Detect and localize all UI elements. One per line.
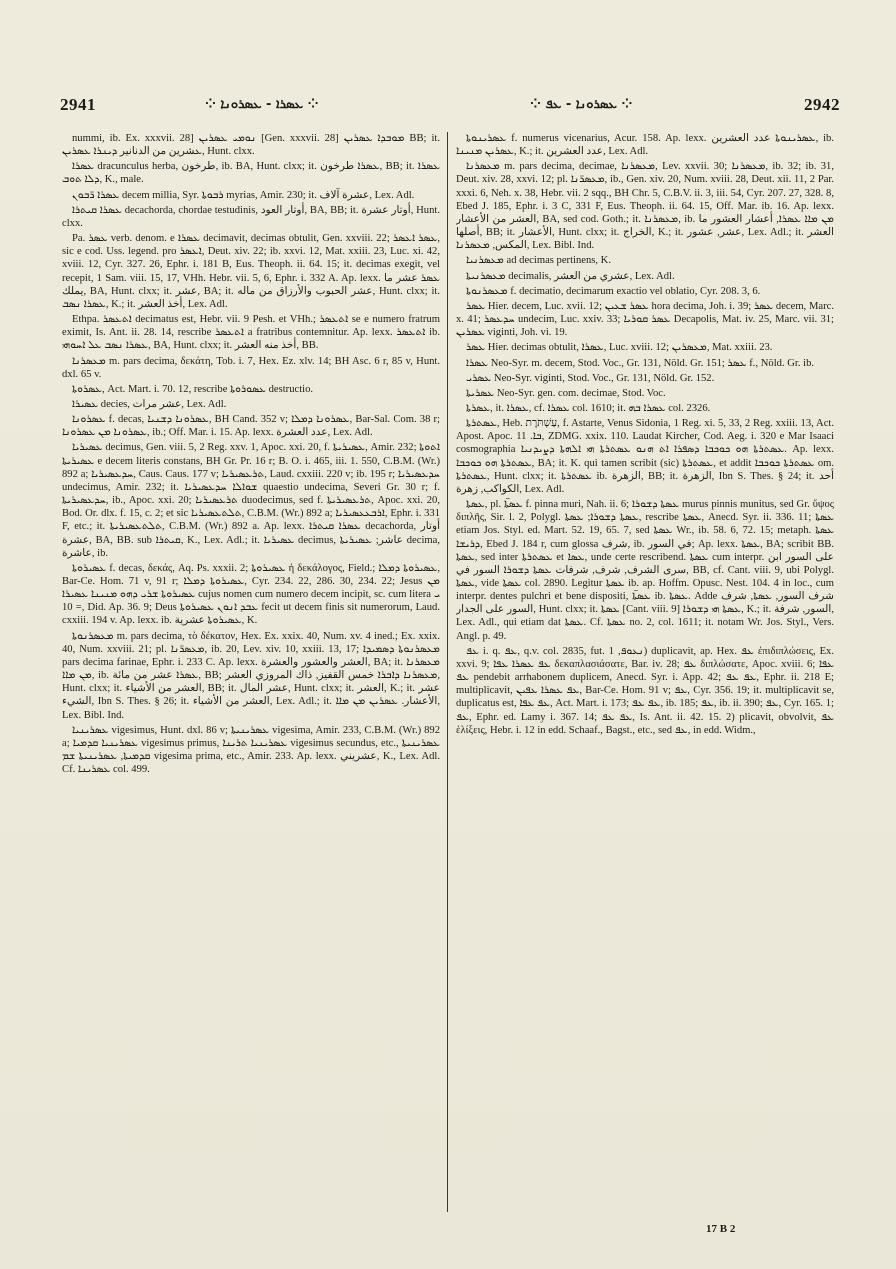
dictionary-entry: nummi, ib. Ex. xxxvii. 28] ܢܘܡܝ ܥܣܪܝܢ [Gen. xxxvii. 28] ܡܘܒܕܐ ܥܣܪܝܢ BB; it. ܥشرين من الدنانير ܕܝܢܪܐ ܥܣܪܝܢ, Hunt. clxx. xyxy=(62,133,440,158)
dictionary-entry: ܥܣܪܬܐ, it. ܥܣܪܐ, cf. ܥܣܪܐ col. 1610; it. ܥܣܪܐ ܒܗ col. 2326. xyxy=(466,402,711,414)
column-divider xyxy=(447,132,448,1212)
dictionary-entry: ܥܣܝܪܐ decies, عشر مرات, Lex. Adl. xyxy=(72,398,227,410)
dictionary-entry: ܡܥܣܪܢܘܬܐ f. decimatio, decimarum exactio vel oblatio, Cyr. 208. 3, 6. xyxy=(466,285,761,297)
right-running-head: ⁘ ܥܣܪܘܢܐ - ܥܦ ⁘ xyxy=(530,97,633,112)
left-running-head: ⁘ ܥܣܪܐ - ܥܣܪܘܢܐ ⁘ xyxy=(205,97,319,112)
right-page-number: 2942 xyxy=(804,95,840,114)
dictionary-entry: ܥܣܬܪܬܐ, Heb. עַשְׁתֹּרֶת, f. Astarte, Venus Sidonia, 1 Reg. xi. 5, 33, 2 Reg. xxiii. 13, Act. Apost. Apoc. ܒܐ. 11, ZDMG. xxix. 110. Laudat Kircher, Cod. Aeg. i. 320 e Mar Isaaci cosmographia ܥܣܬܪܬܐ ܗܘ ܟܘܟܒܐ ܕܣܦܪܐ ܐܬ ܗܢܘ ܥܣܬܪܬܐ ܗܝ ܐܠܗܬܐ ܕܨܝܕܢܝܐ. Ap. lexx. ܥܣܬܪܬܐ ܗܘ ܟܘܟܒܐ, BA; it. K. qui tamen scribit (sic) ܥܣܬܪܬܐ, et addit ܥܣܬܪܬܐ ܟܘܟܒܐ om. ܥܣܬܪܬܐ, Hunt. clxx; it. ܥܣܬܪܬܐ ib. الزهرة, BB; it. الزهرة, Ibn S. Thes. § 24; it. أحد الكواكب, زهرة, Lex. Adl. xyxy=(456,418,834,495)
left-column xyxy=(62,132,440,1217)
page-header xyxy=(60,95,840,117)
dictionary-entry: ܥܣܪ Hier. decimas obtulit, ܥܣܪܐ, Luc. xviii. 12; ܡܥܣܪܝܢ, Mat. xxiii. 23. xyxy=(466,342,773,354)
dictionary-entry: ܥܣܪܝܢܝܐ vigesimus, Hunt. dxl. 86 v; ܥܣܪܝܢܝܬܐ vigesima, Amir. 233, C.B.M. (Wr.) 892 a; ܥܣܪܝܢܝܐ ܩܕܡܝܐ vigesimus primus, ܥܣܪܝܢܝܐ ܬܪܝܢܐ vigesimus secundus, etc., ܥܣܪܝܢܝܬܐ ܩܕܡܝܬܐ, ܥܣܪܝܢܝܬܐ ܫܡ vigesima prima, etc., Amir. 233. Ap. lexx. عشريني, K., Lex. Adl. Cf. ܥܣܪܝܢܐ col. 499. xyxy=(62,724,440,776)
dictionary-entry: ܥܣܪܐ ܩܝܬܪܐ decachorda, chordae testudinis, أوتار العود, BA, BB; it. أوتار عشرة, Hunt. clxx. xyxy=(62,204,440,229)
dictionary-entry: ܥܣܝܪܝܐ decimus, Gen. viii. 5, 2 Reg. xxv. 1, Apoc. xxi. 20, f. ܥܣܝܪܝܬܐ, Amir. 232; ܐܬܘܬܐ ܥܣܝܪܝܬܐ e decem literis constans, BH Gr. Pr. 16 r; B. O. i. 465, iii. 1. 550, C.B.M. (Wr.) 892 a; ܚܕܥܣܝܪܝܐ, Caus. Caus. 177 v; ܬܪܥܣܝܪܝܐ, Laud. cxxiii. 220 v; ib. 195 r; ܚܕܥܣܝܪܝܐ undecimus, Amir. 232; it. ܫܘܐܠܐ ܚܕܥܣܝܪܝܐ quaestio undecima, Severi Gr. 30 r; f. ܚܕܥܣܝܪܝܬܐ, ib., Apoc. xxi. 20; ܬܪܥܣܝܪܝܐ duodecimus, sed f. ܬܪܥܣܝܪܝܬܐ, Apoc. xxi. 20, Bod. Or. dlx. f. 15, c. 2; et sic ܬܠܬܥܣܝܪܝܐ, C.B.M. (Wr.) 892 a; ܐܪܒܥܥܣܝܪܝܐ, Ephr. i. 331 F, etc.; it. ܬܠܬܥܣܝܪܝܬܐ, C.B.M. (Wr.) 892 a. Ap. lexx. ܥܣܪܐ ܩܝܬܪܐ decachorda, أوتار عشرة, BA, BB. sub ܩܝܬܪܐ, K., Lex. Adl.; it. ܥܣܝܪܝܐ decimus, عاشر; ܥܣܝܪܝܬܐ decima, عاشرة, ib. xyxy=(62,442,440,559)
dictionary-entry: ܡܥܣܪܢܝܬܐ decimalis, عشري من العشر, Lex. Adl. xyxy=(466,270,675,282)
signature-mark: 17 B 2 xyxy=(706,1223,736,1235)
dictionary-entry: ܡܥܣܪܢܐ m. pars decima, δεκάτη, Tob. i. 7, Hex. Ez. xlv. 14; BH Asc. 6 r, 85 v, Hunt. dxl. 65 v. xyxy=(62,355,440,380)
right-column xyxy=(456,132,834,1217)
dictionary-entry: ܥܣܬܐ, pl. ܥܣܬ̈ܐ f. pinna muri, Nah. ii. 6; ܥܣܬܐ ܕܫܘܪܐ murus pinnis munitus, sed Gr. ὕψος διπλῆς, Sir. l. 2, Polygl. ܥܣܬܐ ܕܫܘܪܐ; ܥܣܬܐ, rescribe ܥܣܬܐ, Anecd. Syr. ii. 336. 11; ܥܣܬܐ etiam Jos. Styl. ed. Mart. 52. 19, 65. 7, sed ܥܣܬܐ Wr., ib. 58. 6, 72. 15; metaph. ܥܣܬܐ ܕܪܝܫܐ, Ebed J. 184 r, cum glossa شرف, ib. في السور; Ap. lexx. ܥܣܬܐ, BA; scribit BB. ܥܣܬܐ, sed inter ܥܣܬܪܬܐ et ܥܣܐ, unde certe rescribend. ܥܣܬܐ cum interpr. على السور ابن سرى الشرف, شرف, شرفات ܥܣܬܐ ܕܫܘܪܐ السور في, BB, cf. Cant. viii. 9, ubi Polygl. ܥܣܬܐ, vide ܥܣܬܐ col. 2890. Legitur ܥܣܬܐ ib. ap. Hoffm. Opusc. Nest. 104. 4 in loc., cum interpr. dentes pulchri et bene dispositi, ܥܣܬ̈ܐ ib. ܥܣܬܐ. Adde شرف السور, ܥܣܬܐ, شرف السور على الجدار, Hunt. clxx; it. ܥܣܬܐ [Cant. viii. 9] ܥܣܬܐ ܗܝ ܕܫܘܪܐ, K.; it. السور, شرفة, Lex. Adl., qui etiam dat ܥܣܬܐ. Cf. ܥܣܬܐ no. 2, col. 1611; it. notam Wr. Jos. Styl., Vers. Angl. p. 49. xyxy=(456,499,834,642)
dictionary-entry: ܥܣܪܝܬܐ Neo-Syr. gen. com. decimae, Stod. Voc. xyxy=(466,387,666,399)
dictionary-entry: ܥܣܪܐ Neo-Syr. m. decem, Stod. Voc., Gr. 131, Nöld. Gr. 151; ܥܣܪ f., Nöld. Gr. ib. xyxy=(466,357,815,369)
dictionary-entry: ܥܣܪ Hier. decem, Luc. xvii. 12; ܥܣܪ ܫܥܝܢ hora decima, Joh. i. 39; ܥܣܪ decem, Marc. x. 41; ܚܕܥܣܪ undecim, Luc. xxiv. 33; ܥܣܪ ܩܘܪܝܐ Decapolis, Mat. iv. 25, Marc. vii. 31; ܥܣܪܝܢ viginti, Joh. vi. 19. xyxy=(456,300,834,339)
left-page-number: 2941 xyxy=(60,95,96,114)
dictionary-entry: ܡܥܣܪܢܘܬܐ m. pars decima, τὸ δέκατον, Hex. Ex. xxix. 40, Num. xv. 4 ined.; Ex. xxix. 40, Num. xxviii. 21; pl. ܡܥܣܪ̈ܢܐ, ib. 20, Lev. xiv. 10, xxiii. 13, 17; ܡܥܣܪܢܘܬܐ ܕܣܡܝܕܐ pars decima farinae, Ephr. i. 233 C. Ap. lexx. العشر والعشور والعشرة, BA; it. ܡܥܣܪܢܐ ܡܢ ܡܐܐ, ib. ܥܣܪܐ عشر من مائة, BB; ܡܥܣܪܢܐ ܕܐܒܪܐ خمس القفيز, ذاك المروزي العشر, Hunt. clxx; it. العشر من الأشياء, BB; it. عشر المال, Hunt. clxx; it. العشر, K.; it. عشر الشيء, Ibn S. Thes. § 26; it. العشر من الأشياء, Lex. Adl.; it. الأعشار. ܥܣܪܝܢ ܡܢ ܡܐܐ, Lex. Bibl. Ind. xyxy=(62,630,440,721)
dictionary-entry: ܡܥܣܪܢܐ m. pars decima, decimae, ܡܥܣܪܢܐ, Lev. xxvii. 30; ܡܥܣܪܢܐ, ib. 32; ib. 31, Deut. xiv. 28, xxvi. 12; pl. ܡܥܣܪ̈ܢܐ, ib., Gen. xiv. 20, Num. xviii. 28, Deut. xii. 11, 2 Par. xxxi. 6, Neh. x. 38, Hebr. vii. 2 sqq., BH Chr. 5, C.B.V. ii. 3, iii. 54, Cyr. 207. 27, 328. 8, Ebed J. 185, Ephr. i. 3 C, 331 F, Eus. Theoph. ii. 64. 15, Off. Mar. ib. 16. Ap. lexx. العشر من الأعشار, BA, sed cod. Goth.; it. ܡܥܣܪܢܐ, ib. ܡܢ ܡܐܐ ܥܣܪܐ, أعشار العشور ما أصلها, BB; it. الأعشار, Hunt. clxx; it. الخراج, K.; it. عشر, عشور, Lex. Adl.; it. العشر المكس, ܡܥܣܪܢܐ, Lex. Bibl. Ind. xyxy=(456,161,834,252)
dictionary-entry: Ethpa. ܐܬܥܣܪ decimatus est, Hebr. vii. 9 Pesh. et VHh.; ܐܬܥܣܪ se e numero fratrum eximit, Is. Ant. ii. 28. 14, rescribe ܐܬܥܣܪ a fratribus contemnitur. Ap. lexx. ܐܬܥܣܪ ib. ܥܣܪܐ ܢܣܒ ܥܠ ܐܚܘܗܝ, BA, Hunt. clxx; it. أخذ منه العشر, BB. xyxy=(62,314,440,352)
dictionary-entry: ܥܣܪܐ dracunculus herba, طرخون, ib. BA, Hunt. clxx; it. ܥܣܪܐ طرخون, BB; it. ܥܣܪܐ ܕܠܐ ܬܘܒ, K., male. xyxy=(62,161,440,186)
dictionary-entry: ܥܦ i. q. ܥܦ, q.v. col. 2835, fut. ܢܥܘܦ, 1) duplicavit, ap. Hex. ܥܦ ἐπιδιπλώσεις, Ex. xxvi. 9; ܥܦ ܥܣܪܐ ܥܦܐ δεκαπλασιάσατε, Bar. iv. 28; ܥܦ διπλώσατε, Apoc. xviii. 6; ܥܦܐ ܥܦ pendebit arrhabonem duplicem, Anecd. Syr. i. App. 42; ܥܦ ܥܦ, Ephr. ii. 218 E; multiplicavit, ܥܦ ܥܣܪܐ ܥܦܝܢ, Bar-Ce. Hom. 91 v; ܥܦ, Cyr. 356. 19; it. multiplicavit se, duplicatus est, ܥܦ ܥܦܐ, Act. Mart. i. 173; ܥܦ ܥܦ, ib. 185; ܥܦ, ib. ii. 390; ܥܦ, Cyr. 165. 1; ܥܦ, Ephr. ed. Lamy i. 367. 14; ܥܦ ܥܦ, Is. Ant. ii. 42. 15. 2) plicavit, obvolvit, ܥܦ ἑλίξεις, Hebr. i. 12 in edd. Schaaf., Bagst., etc., sed ܥܦ, in edd. Widm., xyxy=(456,645,834,736)
dictionary-entry: ܥܣܪܝ Neo-Syr. viginti, Stod. Voc., Gr. 131, Nöld. Gr. 152. xyxy=(466,372,715,384)
dictionary-entry: ܥܣܪܘܬܐ, Act. Mart. i. 70. 12, rescribe ܥܣܘܪܘܬܐ destructio. xyxy=(72,383,314,395)
dictionary-entry: ܡܥܣܪܢܝܐ ad decimas pertinens, K. xyxy=(466,255,611,267)
dictionary-entry: ܥܣܪܘܢܐ f. decas, ܥܣܪܘܢܐ ܕܫܢܝܐ, BH Cand. 352 v; ܥܣܪܘܢܐ ܕܡܠܐ, Bar-Sal. Com. 38 r; ܥܣܪܘܢܐ ܡܢ ܥܣܪܘܢܐ, ib.; Off. Mar. i. 15. Ap. lexx. عدد العشرة, Lex. Adl. xyxy=(62,414,440,439)
dictionary-entry: ܥܣܪܝܢܘܬܐ f. numerus vicenarius, Acur. 158. Ap. lexx. ܥܣܪܝܢܘܬܐ عدد العشرين, ib. ܥܣܪܝܢ ܡܢܝܢܐ, K.; it. عدد العشرين, Lex. Adl. xyxy=(456,133,834,158)
dictionary-entry: ܥܣܪܐ ܪ̈ܒܘܢ decem millia, Syr. ܪܒܘܬܐ myrias, Amir. 230; it. عشرة آلاف, Lex. Adl. xyxy=(72,189,415,201)
dictionary-entry: ܥܣܝܪܘܬܐ f. decas, δεκάς, Aq. Ps. xxxii. 2; ܥܣܝܪܘܬܐ ἡ δεκάλογος, Field.; ܥܣܝܪܘܬܐ ܕܡܠܐ, Bar-Ce. Hom. 71 v, 91 r; ܥܣܝܪܘܬܐ ܕܡܠܐ, Cyr. 234. 22, 286. 30, 234. 22; Jesus ܡܢ ܥܣܝܪܘܬܐ ܫܪܝ ܕܗܘ ܡܢܝܢܐ ܥܣܝܪܐ cujus nomen cum numero decem incipit, sc. cum litera ܝ = 10, Did. Ap. 36. 9; Deus ܥܒܕ ܐܢܘܢ ܥܣܝܪܘܬܐ fecit ut decem finis sit numerorum, Laud. cxxiii. 194 v. Ap. lexx. ib. ܥܣܝܪܘܬܐ عشرية, K. xyxy=(62,562,440,627)
dictionary-entry: Pa. ܥܣܪ verb. denom. e ܥܣܪܐ decimavit, decimas obtulit, Gen. xxviii. 22; ܥܣܪ ܐܥܣܪ, sic e cod. Uss. legend. pro ܐܥܣܪ, Deut. xiv. 22; ib. xxvi. 12, Mat. xxiii. 23, Luc. xi. 42, xviii. 12, Cyr. 327. 26, Ephr. i. 181 B, Eus. Theoph. ii. 64. 15; it. decimas exegit, vel recepit, 1 Sam. viii. 15, 17, VHh. Hebr. vii. 5, 6, Ephr. i. 332 A. Ap. lexx. ܥܣܪ عشر ما يملك, BA, Hunt. clxx; it. عشر, BA; it. عشر الحبوب والأرزاق من ماله, Hunt. clxx; it. ܥܣܪܐ ܢܣܒ, K.; it. أخذ العشر, Lex. Adl. xyxy=(62,233,440,310)
